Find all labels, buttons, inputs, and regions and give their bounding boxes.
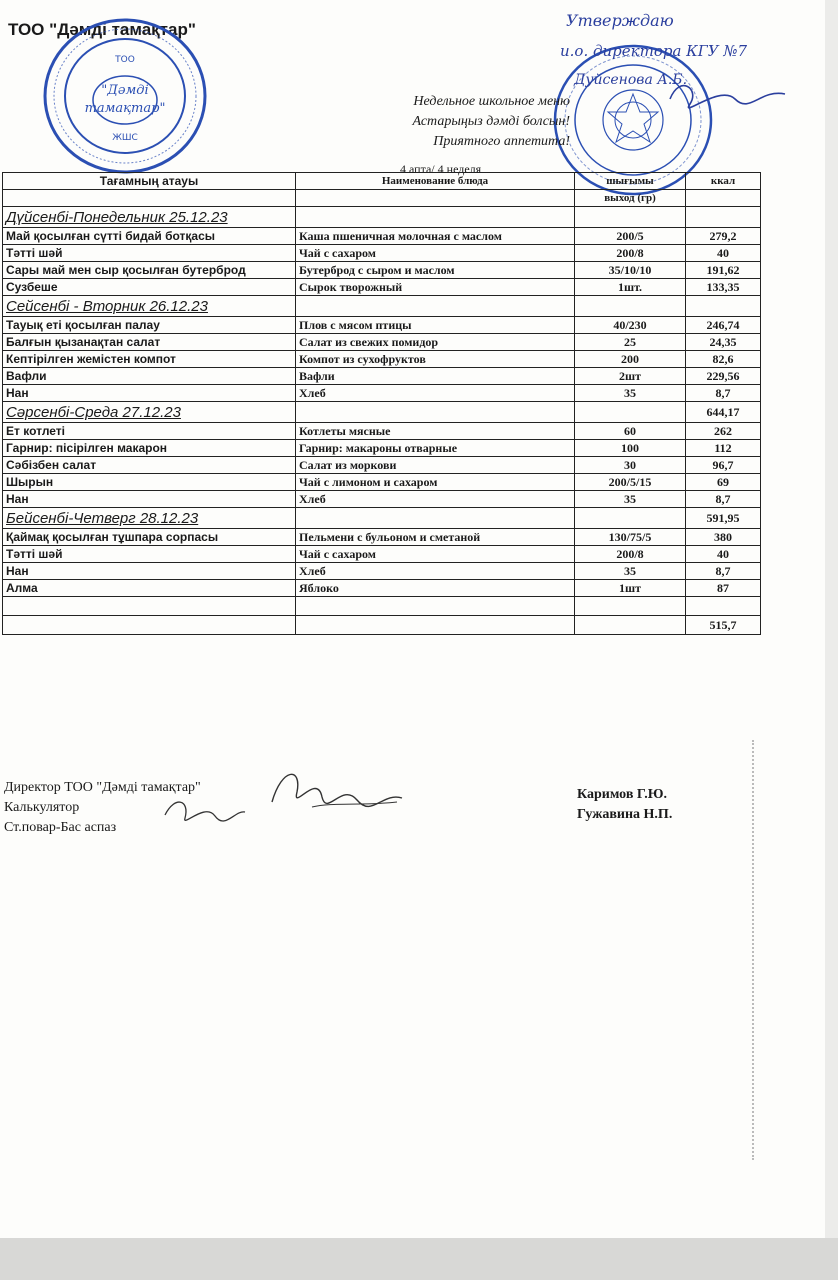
svg-text:тамақтар": тамақтар" [84, 101, 166, 116]
dish-name-ru: Котлеты мясные [296, 423, 575, 440]
menu-item-row [3, 262, 761, 279]
menu-title [330, 92, 570, 152]
dish-name-kz: Тауық еті қосылған палау [3, 317, 296, 334]
empty-cell [686, 190, 761, 207]
day-header-row [3, 207, 761, 228]
dish-name-ru: Каша пшеничная молочная с маслом [296, 228, 575, 245]
menu-title-ru: Недельное школьное меню [413, 94, 570, 109]
final-total: 515,7 [686, 616, 761, 635]
menu-item-row [3, 440, 761, 457]
dish-name-kz: Тәтті шәй [3, 546, 296, 563]
footer-names [577, 785, 672, 825]
empty-cell [575, 597, 686, 616]
dish-name-kz: Нан [3, 385, 296, 402]
dish-kcal: 191,62 [686, 262, 761, 279]
dish-kcal: 262 [686, 423, 761, 440]
director-signature [262, 762, 412, 822]
footer-director: Директор ТОО "Дәмді тамақтар" [4, 780, 201, 795]
svg-text:Дуйсенова А.Б.: Дуйсенова А.Б. [574, 72, 688, 88]
dish-output: 200 [575, 351, 686, 368]
dish-output: 200/5/15 [575, 474, 686, 491]
empty-cell [3, 190, 296, 207]
scan-artifact [738, 740, 754, 1160]
dish-kcal: 246,74 [686, 317, 761, 334]
empty-cell [575, 207, 686, 228]
menu-item-row [3, 529, 761, 546]
header-kz: Тағамның атауы [3, 173, 296, 190]
dish-kcal: 8,7 [686, 385, 761, 402]
dish-name-ru: Чай с лимоном и сахаром [296, 474, 575, 491]
menu-item-row [3, 334, 761, 351]
dish-name-kz: Сәбізбен салат [3, 457, 296, 474]
footer-name-calculator: Гужавина Н.П. [577, 807, 673, 822]
dish-name-ru: Чай с сахаром [296, 546, 575, 563]
header-output-unit: выход (гр) [575, 190, 686, 207]
dish-output: 2шт [575, 368, 686, 385]
dish-output: 35 [575, 385, 686, 402]
blank-row [3, 597, 761, 616]
dish-output: 35 [575, 491, 686, 508]
dish-name-kz: Нан [3, 563, 296, 580]
dish-name-kz: Нан [3, 491, 296, 508]
menu-title-kz: Астарыңыз дәмді болсын! [412, 114, 570, 129]
dish-name-kz: Қаймақ қосылған тұшпара сорпасы [3, 529, 296, 546]
dish-output: 200/8 [575, 245, 686, 262]
day-total: 591,95 [686, 508, 761, 529]
empty-cell [575, 402, 686, 423]
svg-text:"Дәмді: "Дәмді [101, 83, 149, 98]
dish-output: 1шт [575, 580, 686, 597]
approval-inscription [560, 4, 800, 114]
empty-cell [296, 402, 575, 423]
dish-kcal: 380 [686, 529, 761, 546]
menu-title-wish: Приятного аппетита! [433, 134, 570, 149]
day-header-row [3, 296, 761, 317]
week-label: 4 апта/ 4 неделя [400, 162, 482, 176]
dish-kcal: 82,6 [686, 351, 761, 368]
dish-name-ru: Сырок творожный [296, 279, 575, 296]
calculator-signature [160, 790, 250, 830]
dish-name-kz: Кептірілген жемістен компот [3, 351, 296, 368]
table-header-row [3, 173, 761, 190]
day-header-row [3, 402, 761, 423]
empty-cell [296, 207, 575, 228]
day-header-row [3, 508, 761, 529]
menu-item-row [3, 423, 761, 440]
dish-name-kz: Гарнир: пісірілген макарон [3, 440, 296, 457]
table-header-row-2 [3, 190, 761, 207]
final-total-row [3, 616, 761, 635]
dish-output: 25 [575, 334, 686, 351]
dish-name-ru: Хлеб [296, 563, 575, 580]
empty-cell [686, 597, 761, 616]
empty-cell [3, 597, 296, 616]
dish-name-ru: Компот из сухофруктов [296, 351, 575, 368]
dish-name-ru: Салат из свежих помидор [296, 334, 575, 351]
dish-kcal: 24,35 [686, 334, 761, 351]
dish-kcal: 40 [686, 245, 761, 262]
empty-cell [296, 296, 575, 317]
dish-name-ru: Чай с сахаром [296, 245, 575, 262]
dish-name-ru: Пельмени с бульоном и сметаной [296, 529, 575, 546]
empty-cell [296, 190, 575, 207]
dish-name-ru: Яблоко [296, 580, 575, 597]
menu-item-row [3, 563, 761, 580]
dish-output: 200/8 [575, 546, 686, 563]
menu-item-row [3, 351, 761, 368]
menu-item-row [3, 317, 761, 334]
dish-output: 40/230 [575, 317, 686, 334]
dish-kcal: 112 [686, 440, 761, 457]
menu-item-row [3, 546, 761, 563]
day-total: 644,17 [686, 402, 761, 423]
dish-name-ru: Хлеб [296, 385, 575, 402]
dish-name-kz: Сузбеше [3, 279, 296, 296]
menu-item-row [3, 279, 761, 296]
organization-name: ТОО "Дәмді тамақтар" [8, 20, 196, 39]
empty-cell [296, 508, 575, 529]
dish-name-ru: Бутерброд с сыром и маслом [296, 262, 575, 279]
dish-kcal: 8,7 [686, 491, 761, 508]
menu-item-row [3, 491, 761, 508]
dish-name-kz: Балғын қызанақтан салат [3, 334, 296, 351]
dish-name-ru: Вафли [296, 368, 575, 385]
svg-text:Утверждаю: Утверждаю [566, 11, 674, 30]
menu-table [2, 172, 761, 635]
dish-output: 1шт. [575, 279, 686, 296]
menu-item-row [3, 474, 761, 491]
dish-name-kz: Сары май мен сыр қосылған бутерброд [3, 262, 296, 279]
dish-kcal: 279,2 [686, 228, 761, 245]
dish-kcal: 40 [686, 546, 761, 563]
footer-chef: Ст.повар-Бас аспаз [4, 820, 117, 835]
dish-output: 30 [575, 457, 686, 474]
dish-output: 60 [575, 423, 686, 440]
menu-item-row [3, 385, 761, 402]
footer-name-director: Каримов Г.Ю. [577, 787, 667, 802]
dish-name-ru: Плов с мясом птицы [296, 317, 575, 334]
dish-name-kz: Ет котлеті [3, 423, 296, 440]
empty-cell [296, 597, 575, 616]
dish-kcal: 96,7 [686, 457, 761, 474]
day-title: Дүйсенбі-Понедельник 25.12.23 [3, 207, 296, 228]
dish-name-kz: Шырын [3, 474, 296, 491]
dish-name-ru: Хлеб [296, 491, 575, 508]
empty-cell [575, 296, 686, 317]
header-ru: Наименование блюда [296, 173, 575, 190]
menu-item-row [3, 580, 761, 597]
svg-text:ТОО: ТОО [115, 55, 135, 65]
dish-output: 130/75/5 [575, 529, 686, 546]
menu-item-row [3, 368, 761, 385]
header-kcal: ккал [686, 173, 761, 190]
dish-kcal: 229,56 [686, 368, 761, 385]
day-total [686, 296, 761, 317]
menu-item-row [3, 228, 761, 245]
empty-cell [3, 616, 296, 635]
dish-kcal: 87 [686, 580, 761, 597]
company-stamp [40, 16, 210, 176]
menu-body [3, 207, 761, 635]
day-title: Бейсенбі-Четверг 28.12.23 [3, 508, 296, 529]
day-title: Сәрсенбі-Среда 27.12.23 [3, 402, 296, 423]
dish-output: 35/10/10 [575, 262, 686, 279]
dish-name-ru: Гарнир: макароны отварные [296, 440, 575, 457]
empty-cell [296, 616, 575, 635]
scan-edge [825, 0, 838, 1238]
svg-text:ЖШС: ЖШС [112, 133, 138, 143]
dish-output: 100 [575, 440, 686, 457]
dish-name-kz: Май қосылған сүтті бидай ботқасы [3, 228, 296, 245]
scan-bottom-edge [0, 1238, 838, 1280]
dish-name-kz: Алма [3, 580, 296, 597]
day-total [686, 207, 761, 228]
footer-calculator: Калькулятор [4, 800, 80, 815]
dish-kcal: 133,35 [686, 279, 761, 296]
dish-output: 200/5 [575, 228, 686, 245]
header-output: шығымы [575, 173, 686, 190]
empty-cell [575, 508, 686, 529]
empty-cell [575, 616, 686, 635]
dish-output: 35 [575, 563, 686, 580]
dish-kcal: 69 [686, 474, 761, 491]
day-title: Сейсенбі - Вторник 26.12.23 [3, 296, 296, 317]
menu-item-row [3, 245, 761, 262]
dish-name-kz: Тәтті шәй [3, 245, 296, 262]
menu-item-row [3, 457, 761, 474]
dish-kcal: 8,7 [686, 563, 761, 580]
svg-text:и.о. директора КГУ №7: и.о. директора КГУ №7 [560, 42, 748, 60]
dish-name-ru: Салат из моркови [296, 457, 575, 474]
dish-name-kz: Вафли [3, 368, 296, 385]
